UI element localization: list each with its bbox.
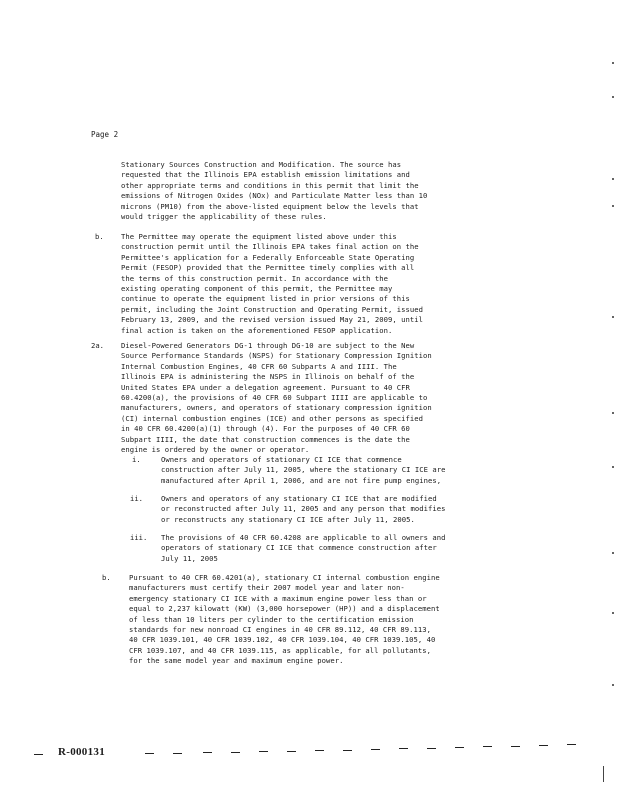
- text-line: CFR 1039.107, and 40 CFR 1039.115, as applicable, for all pollutants,: [129, 645, 432, 655]
- text-line: requested that the Illinois EPA establish emission limitations and: [121, 170, 410, 180]
- text-line: construction permit until the Illinois EPA takes final action on the: [121, 242, 419, 252]
- text-line: manufacturers, owners, and operators of stationary compression ignition: [121, 403, 432, 413]
- text-line: emissions of Nitrogen Oxides (NOx) and Particulate Matter less than 10: [121, 191, 428, 201]
- text-line: February 13, 2009, and the revised version issued May 21, 2009, until: [121, 315, 424, 325]
- text-line: 40 CFR 1039.101, 40 CFR 1039.102, 40 CFR 1039.104, 40 CFR 1039.105, 40: [129, 635, 436, 645]
- item-i-label: i.: [132, 455, 141, 464]
- text-line: Owners and operators of stationary CI ICE that commence: [161, 455, 402, 464]
- text-line: July 11, 2005: [161, 553, 218, 563]
- text-line: construction after July 11, 2005, where the stationary CI ICE are: [161, 465, 446, 475]
- text-line: microns (PM10) from the above-listed equipment below the levels that: [121, 201, 419, 211]
- text-line: final action is taken on the aforementioned FESOP application.: [121, 325, 393, 335]
- text-line: Diesel-Powered Generators DG-1 through DG-10 are subject to the New: [121, 341, 415, 350]
- section-2a-paragraph: [121, 341, 432, 455]
- text-line: Illinois EPA is administering the NSPS in Illinois on behalf of the: [121, 372, 415, 382]
- item-ii-paragraph: [161, 494, 446, 525]
- text-line: emergency stationary CI ICE with a maximum engine power less than or: [129, 593, 427, 603]
- page-label: Page 2: [91, 130, 119, 139]
- text-line: The provisions of 40 CFR 60.4208 are applicable to all owners and: [161, 533, 446, 542]
- text-line: Subpart IIII, the date that construction commences is the date the: [121, 434, 410, 444]
- text-line: (CI) internal combustion engines (ICE) and other persons as specified: [121, 413, 424, 423]
- text-line: or reconstructs any stationary CI ICE after July 11, 2005.: [161, 514, 415, 524]
- section-b-paragraph: [121, 232, 423, 336]
- section-2b-paragraph: [129, 573, 440, 667]
- text-line: or reconstructed after July 11, 2005 and any person that modifies: [161, 504, 446, 514]
- text-line: manufacturers must certify their 2007 model year and later non-: [129, 583, 405, 593]
- text-line: operators of stationary CI ICE that commence construction after: [161, 543, 437, 553]
- text-line: Owners and operators of any stationary CI ICE that are modified: [161, 494, 437, 503]
- text-line: would trigger the applicability of these rules.: [121, 212, 327, 222]
- text-line: Stationary Sources Construction and Modification. The source has: [121, 160, 402, 169]
- text-line: in 40 CFR 60.4200(a)(1) through (4). For the purposes of 40 CFR 60: [121, 424, 410, 434]
- text-line: for the same model year and maximum engine power.: [129, 656, 344, 666]
- text-line: Permittee's application for a Federally Enforceable State Operating: [121, 252, 415, 262]
- text-line: existing operating component of this permit, the Permittee may: [121, 284, 393, 294]
- text-line: 60.4200(a), the provisions of 40 CFR 60 Subpart IIII are applicable to: [121, 393, 428, 403]
- item-ii-label: ii.: [130, 494, 143, 503]
- text-line: continue to operate the equipment listed in prior versions of this: [121, 294, 410, 304]
- text-line: equal to 2,237 kilowatt (KW) (3,000 horsepower (HP)) and a displacement: [129, 604, 440, 614]
- section-b-label: b.: [95, 232, 104, 241]
- text-line: other appropriate terms and conditions in this permit that limit the: [121, 180, 419, 190]
- item-i-paragraph: [161, 455, 446, 486]
- bates-number: R-000131: [58, 746, 106, 758]
- text-line: Source Performance Standards (NSPS) for Stationary Compression Ignition: [121, 351, 432, 361]
- text-line: The Permittee may operate the equipment listed above under this: [121, 232, 397, 241]
- section-2a-label: 2a.: [91, 341, 104, 350]
- text-line: of less than 10 liters per cylinder to the certification emission: [129, 614, 414, 624]
- item-iii-label: iii.: [130, 533, 148, 542]
- text-line: the terms of this construction permit. In accordance with the: [121, 273, 389, 283]
- text-line: standards for new nonroad CI engines in 40 CFR 89.112, 40 CFR 89.113,: [129, 625, 432, 635]
- text-line: permit, including the Joint Construction and Operating Permit, issued: [121, 304, 424, 314]
- text-line: Pursuant to 40 CFR 60.4201(a), stationary CI internal combustion engine: [129, 573, 440, 582]
- section-2b-label: b.: [102, 573, 111, 582]
- text-line: manufactured after April 1, 2006, and are not fire pump engines,: [161, 475, 442, 485]
- intro-paragraph: [121, 160, 427, 222]
- text-line: United States EPA under a delegation agreement. Pursuant to 40 CFR: [121, 382, 410, 392]
- item-iii-paragraph: [161, 533, 446, 564]
- text-line: Permit (FESOP) provided that the Permittee timely complies with all: [121, 263, 415, 273]
- text-line: Internal Combustion Engines, 40 CFR 60 Subparts A and IIII. The: [121, 361, 397, 371]
- text-line: engine is ordered by the owner or operator.: [121, 445, 310, 455]
